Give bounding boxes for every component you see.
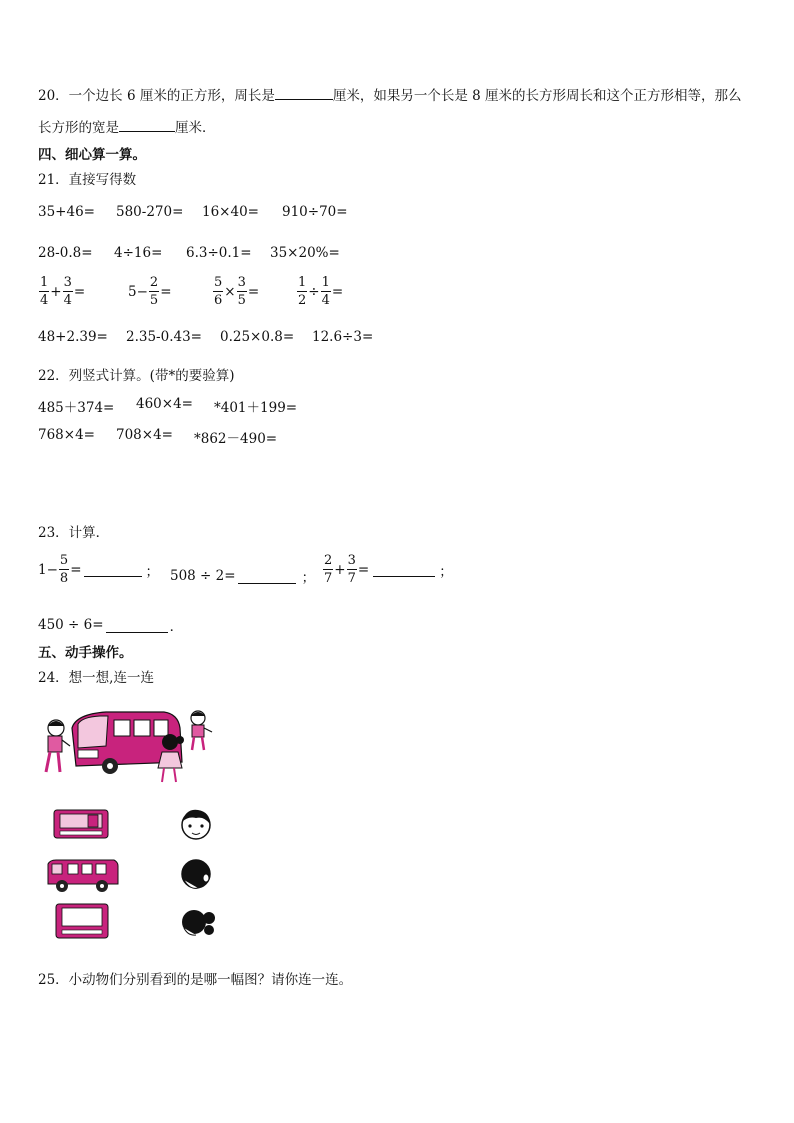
q20-blank-1[interactable] [275,85,333,100]
q21-title: 21．直接写得数 [38,172,137,188]
q25-title: 25．小动物们分别看到的是哪一幅图？请你连一连。 [38,972,353,988]
fraction: $\frac{2}{7}$ [324,553,333,586]
q22-r1-c1: 485＋374= [38,400,115,416]
fraction: $\frac{1}{4}$ [321,275,330,308]
q21-r4-c4: 12.6÷3= [312,329,374,345]
boy-right-figure [191,711,212,750]
q22-r2-c2: 708×4= [116,427,173,443]
q20-text-a: 20．一个边长 6 厘米的正方形，周长是 [38,88,275,104]
q21-r2-c4: 35×20%= [270,245,340,261]
q21-r3-c4: $\frac{1}{2}$ ÷ $\frac{1}{4}$ = [298,275,344,308]
q20-text-b: 厘米，如果另一个长是 8 厘米的长方形周长和这个正方形相等，那么 [332,88,742,104]
bus-front-view-icon[interactable] [54,902,110,942]
q21-r3-c2: 5 − $\frac{2}{5}$ = [128,275,172,308]
q22-r2-c3: *862－490= [194,431,278,447]
q23-blank-1[interactable] [84,562,142,577]
section5-title: 五、动手操作。 [38,645,133,661]
q22-r1-c3: *401＋199= [214,400,298,416]
fraction: $\frac{5}{8}$ [59,553,69,586]
fraction: $\frac{3}{7}$ [347,553,356,586]
fraction: $\frac{2}{5}$ [149,275,159,308]
q20-line2 [38,116,216,136]
q22-r2-c1: 768×4= [38,427,95,443]
q20-text-c: 长方形的宽是 [38,120,119,136]
q21-r4-c2: 2.35-0.43= [126,329,202,345]
q21-r2-c3: 6.3÷0.1= [186,245,252,261]
q23-blank-3[interactable] [373,562,435,577]
q21-r2-c1: 28-0.8= [38,245,93,261]
q21-r3-c1: $\frac{1}{4}$ + $\frac{3}{4}$ = [40,275,86,308]
q21-r1-c1: 35+46= [38,204,95,220]
q23-blank-2[interactable] [238,569,296,584]
boy-left-figure [46,720,70,772]
q23-expr-4: 450 ÷ 6= ． [38,617,184,635]
bus-scene-illustration [36,706,216,786]
boy-head-back-icon[interactable] [176,856,216,892]
q21-r4-c1: 48+2.39= [38,329,108,345]
q20-line1 [38,84,742,104]
fraction: $\frac{1}{2}$ [298,275,307,308]
q21-r1-c3: 16×40= [202,204,259,220]
q23-expr-2: 508 ÷ 2= ； [170,568,316,586]
fraction: $\frac{5}{6}$ [214,275,223,308]
q23-blank-4[interactable] [106,618,168,633]
bus-rear-view-icon[interactable] [52,806,110,842]
q21-r4-c3: 0.25×0.8= [220,329,295,345]
boy-face-front-icon[interactable] [176,806,216,842]
q23-expr-3: $\frac{2}{7}$ + $\frac{3}{7}$ = ； [324,553,453,586]
q23-expr-1: 1 − $\frac{5}{8}$ = ； [38,553,159,586]
q21-r1-c2: 580-270= [116,204,184,220]
q23-title: 23．计算． [38,525,110,541]
q21-r2-c2: 4÷16= [114,245,163,261]
q21-r1-c4: 910÷70= [282,204,348,220]
bus-side-view-icon[interactable] [44,856,120,894]
fraction: $\frac{3}{4}$ [63,275,72,308]
q24-title: 24．想一想,连一连 [38,670,154,686]
q20-blank-2[interactable] [119,117,175,132]
section4-title: 四、细心算一算。 [38,147,146,163]
q21-r3-c3: $\frac{5}{6}$ × $\frac{3}{5}$ = [214,275,260,308]
fraction: $\frac{1}{4}$ [40,275,49,308]
q22-r1-c2: 460×4= [136,396,193,412]
fraction: $\frac{3}{5}$ [237,275,246,308]
q20-text-d: 厘米． [175,120,216,136]
q22-title: 22．列竖式计算。(带*的要验算) [38,368,235,384]
girl-head-back-icon[interactable] [176,904,220,940]
